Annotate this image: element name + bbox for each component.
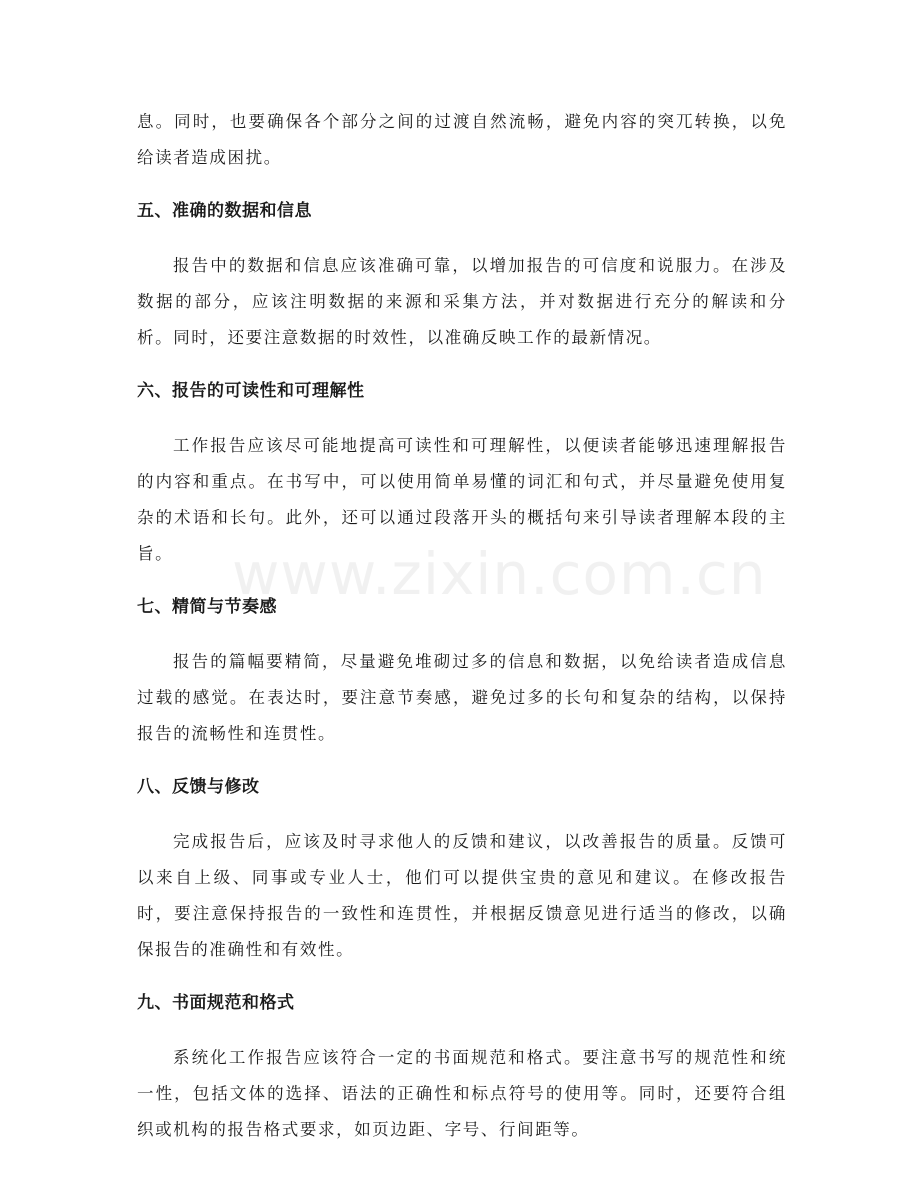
section-body: 系统化工作报告应该符合一定的书面规范和格式。要注意书写的规范性和统一性，包括文体的选择、语法的正确性和标点符号的使用等。同时，还要符合组织或机构的报告格式要求，如页边距、字号、行间距等。 [137,1048,787,1139]
section-body: 完成报告后，应该及时寻求他人的反馈和建议，以改善报告的质量。反馈可以来自上级、同事或专业人士，他们可以提供宝贵的意见和建议。在修改报告时，要注意保持报告的一致性和连贯性，并根据反馈意见进行适当的修改，以确保报告的准确性和有效性。 [137,832,787,959]
section-5 [137,193,787,356]
intro-paragraph: 息。同时，也要确保各个部分之间的过渡自然流畅，避免内容的突兀转换，以免给读者造成困扰。 [137,112,787,167]
section-body: 报告中的数据和信息应该准确可靠，以增加报告的可信度和说服力。在涉及数据的部分，应该注明数据的来源和采集方法，并对数据进行充分的解读和分析。同时，还要注意数据的时效性，以准确反映工作的最新情况。 [137,256,787,347]
watermark: www.zixin.com.cn [232,540,767,608]
section-8 [137,769,787,968]
document-content [137,104,787,1148]
section-heading: 八、反馈与修改 [137,777,260,797]
section-heading: 六、报告的可读性和可理解性 [137,381,365,401]
section-heading: 九、书面规范和格式 [137,993,295,1013]
section-body: 工作报告应该尽可能地提高可读性和可理解性，以便读者能够迅速理解报告的内容和重点。在书写中，可以使用简单易懂的词汇和句式，并尽量避免使用复杂的术语和长句。此外，还可以通过段落开头的概括句来引导读者理解本段的主旨。 [137,436,787,563]
section-9 [137,985,787,1148]
section-7 [137,589,787,752]
section-heading: 七、精简与节奏感 [137,597,277,617]
section-heading: 五、准确的数据和信息 [137,201,312,221]
section-body: 报告的篇幅要精简，尽量避免堆砌过多的信息和数据，以免给读者造成信息过载的感觉。在表达时，要注意节奏感，避免过多的长句和复杂的结构，以保持报告的流畅性和连贯性。 [137,652,787,743]
